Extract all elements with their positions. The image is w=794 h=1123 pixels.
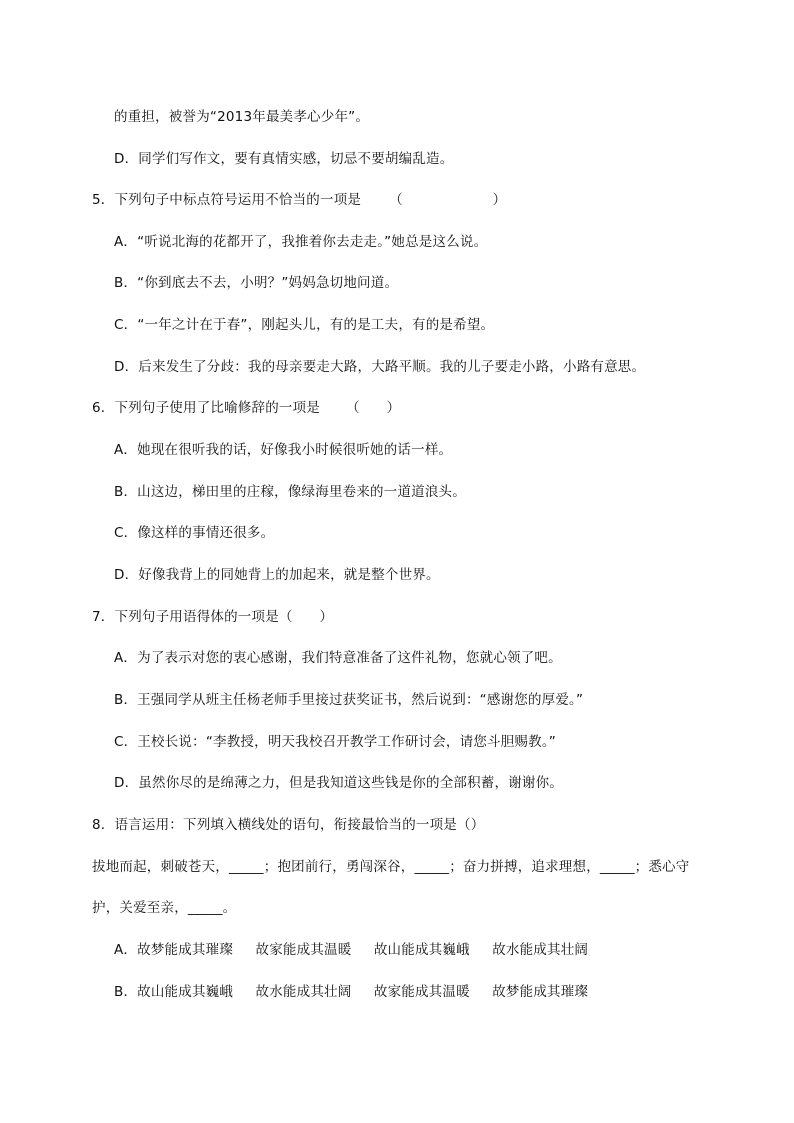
question-8-passage-line-2: 护，关爱至亲，_____。 <box>92 900 237 916</box>
question-5 <box>92 191 506 209</box>
option-c-q6: C．像这样的事情还很多。 <box>114 525 275 541</box>
option-b-q5: B．“你到底去不去，小明？”妈妈急切地问道。 <box>114 275 399 291</box>
question-7: 7．下列句子用语得体的一项是（ ） <box>92 609 334 625</box>
option-d-q5: D．后来发生了分歧：我的母亲要走大路，大路平顺。我的儿子要走小路，小路有意思。 <box>114 359 646 375</box>
question-5-text: 5．下列句子中标点符号运用不恰当的一项是 <box>92 192 362 208</box>
question-8-passage-line-1: 拔地而起，刺破苍天，_____；抱团前行，勇闯深谷，_____；奋力拼搏，追求理想，_____；悉心守 <box>92 859 690 875</box>
option-a-q6: A．她现在很听我的话，好像我小时候很听她的话一样。 <box>114 442 453 458</box>
question-6-answer-blank: （ ） <box>346 400 401 416</box>
option-a-q8: A．故梦能成其璀璨 故家能成其温暖 故山能成其巍峨 故水能成其壮阔 <box>114 942 589 958</box>
option-b-q7: B．王强同学从班主任杨老师手里接过获奖证书，然后说到：“感谢您的厚爱。” <box>114 692 584 708</box>
option-d-q6: D．好像我背上的同她背上的加起来，就是整个世界。 <box>114 567 440 583</box>
option-a-q7: A．为了表示对您的衷心感谢，我们特意准备了这件礼物，您就心领了吧。 <box>114 650 562 666</box>
question-5-answer-blank: （ ） <box>389 192 507 208</box>
question-6 <box>92 399 400 417</box>
option-d-q4: D．同学们写作文，要有真情实感，切忌不要胡编乱造。 <box>114 151 454 167</box>
question-6-text: 6．下列句子使用了比喻修辞的一项是 <box>92 400 320 416</box>
option-b-q8: B．故山能成其巍峨 故水能成其壮阔 故家能成其温暖 故梦能成其璀璨 <box>114 984 589 1000</box>
option-d-q7: D．虽然你尽的是绵薄之力，但是我知道这些钱是你的全部积蓄，谢谢你。 <box>114 775 563 791</box>
option-c-q7: C．王校长说：“李教授，明天我校召开教学工作研讨会，请您斗胆赐教。” <box>114 734 556 750</box>
question-8: 8．语言运用：下列填入横线处的语句，衔接最恰当的一项是（） <box>92 817 485 833</box>
option-c-q5: C．“一年之计在于春”，刚起头儿，有的是工夫，有的是希望。 <box>114 317 495 333</box>
option-b-q6: B．山这边，梯田里的庄稼，像绿海里卷来的一道道浪头。 <box>114 484 466 500</box>
text-line-continuation: 的重担，被誉为“2013年最美孝心少年”。 <box>114 109 370 125</box>
option-a-q5: A．“听说北海的花都开了，我推着你去走走。”她总是这么说。 <box>114 234 488 250</box>
